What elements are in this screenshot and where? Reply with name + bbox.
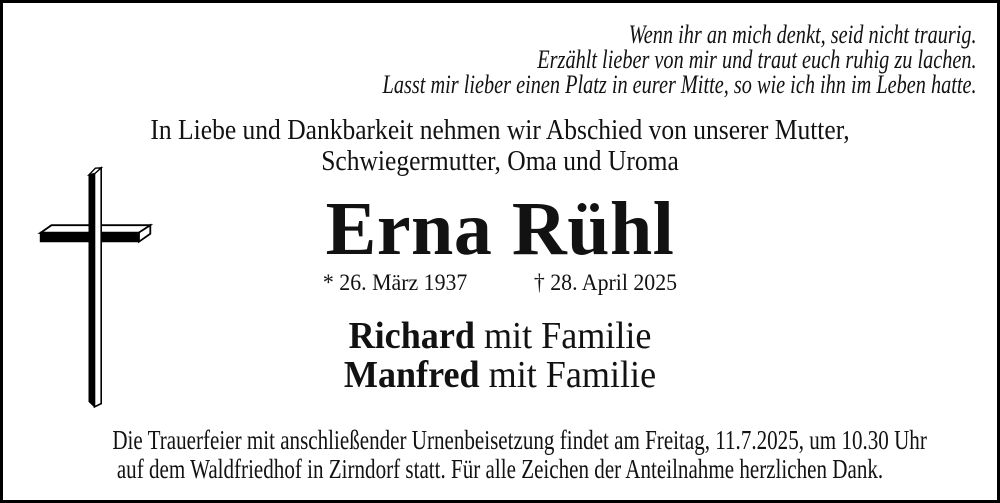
deceased-name: Erna Rühl [325, 187, 675, 271]
verse-line-1: Wenn ihr an mich denkt, seid nicht traurig. [629, 20, 977, 49]
mourners-list [28, 317, 972, 395]
mourner-line [28, 356, 972, 395]
intro-line-1: In Liebe und Dankbarkeit nehmen wir Abschied von unserer Mutter, [150, 114, 850, 146]
verse-line-2: Erzählt lieber von mir und traut euch ruhig zu lachen. [537, 45, 977, 74]
life-dates [28, 268, 972, 298]
death-date: † 28. April 2025 [533, 270, 678, 295]
mourner-suffix: mit Familie [483, 315, 652, 357]
funeral-info [112, 425, 927, 484]
remembrance-verse [383, 22, 977, 97]
mourner-name: Richard [348, 315, 475, 357]
funeral-info-line-2: auf dem Waldfriedhof in Zirndorf statt. Für alle Zeichen der Anteilnahme herzlichen Dank. [116, 454, 884, 484]
mourner-line [28, 317, 972, 356]
funeral-info-line-1: Die Trauerfeier mit anschließender Urnenbeisetzung findet am Freitag, 11.7.2025, um 10.30 Uhr [112, 425, 927, 455]
verse-line-3: Lasst mir lieber einen Platz in eurer Mitte, so wie ich ihn im Leben hatte. [382, 70, 977, 99]
mourner-suffix: mit Familie [488, 354, 657, 396]
mourner-name: Manfred [343, 354, 480, 396]
intro-line-2: Schwiegermutter, Oma und Uroma [321, 145, 679, 177]
farewell-intro [63, 115, 938, 177]
birth-date: * 26. März 1937 [322, 270, 468, 295]
